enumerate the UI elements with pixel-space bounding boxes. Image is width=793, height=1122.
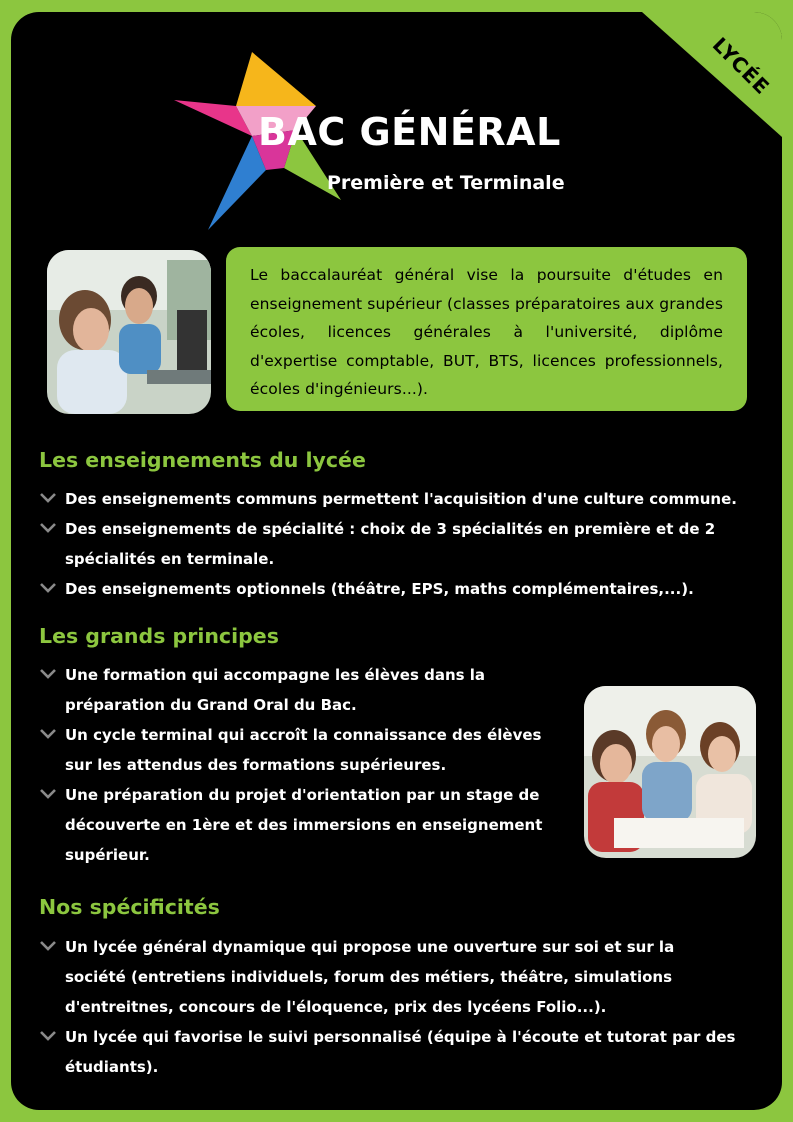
list-item <box>39 484 739 514</box>
list-item-text: Des enseignements optionnels (théâtre, EPS, maths complémentaires,...). <box>65 580 694 598</box>
chevron-down-icon <box>40 1031 56 1041</box>
list-item <box>39 1022 739 1082</box>
chevron-down-icon <box>40 729 56 739</box>
list-item-text: Un cycle terminal qui accroît la connaissance des élèves sur les attendus des formations supérieures. <box>65 726 542 774</box>
section-title-specificites: Nos spécificités <box>39 895 220 919</box>
intro-text: Le baccalauréat général vise la poursuite d'études en enseignement supérieur (classes préparatoires aux grandes écoles, licences générales à l'université, diplôme d'expertise comptable, BUT, BTS, licences professionnels, écoles d'ingénieurs...). <box>250 266 723 398</box>
chevron-down-icon <box>40 669 56 679</box>
list-item <box>39 780 569 870</box>
chevron-down-icon <box>40 523 56 533</box>
chevron-down-icon <box>40 789 56 799</box>
section-title-principes: Les grands principes <box>39 624 279 648</box>
students-computer-photo <box>47 250 211 414</box>
page-subtitle: Première et Terminale <box>327 172 565 194</box>
students-group-photo <box>584 686 756 858</box>
list-item <box>39 514 739 574</box>
list-item-text: Des enseignements de spécialité : choix de 3 spécialités en première et de 2 spécialités en terminale. <box>65 520 716 568</box>
list-item-text: Une préparation du projet d'orientation par un stage de découverte en 1ère et des immersions en enseignement supérieur. <box>65 786 543 864</box>
flyer-card <box>11 12 782 1110</box>
chevron-down-icon <box>40 941 56 951</box>
list-specificites <box>39 932 739 1082</box>
list-item <box>39 932 739 1022</box>
chevron-down-icon <box>40 493 56 503</box>
chevron-down-icon <box>40 583 56 593</box>
page-title: BAC GÉNÉRAL <box>258 110 561 154</box>
list-principes <box>39 660 569 870</box>
list-item <box>39 660 569 720</box>
list-enseignements <box>39 484 739 604</box>
list-item <box>39 720 569 780</box>
list-item-text: Un lycée qui favorise le suivi personnalisé (équipe à l'écoute et tutorat par des étudiants). <box>65 1028 736 1076</box>
section-title-enseignements: Les enseignements du lycée <box>39 448 366 472</box>
list-item-text: Une formation qui accompagne les élèves dans la préparation du Grand Oral du Bac. <box>65 666 486 714</box>
list-item-text: Des enseignements communs permettent l'acquisition d'une culture commune. <box>65 490 737 508</box>
intro-box <box>226 247 747 411</box>
list-item-text: Un lycée général dynamique qui propose une ouverture sur soi et sur la société (entretiens individuels, forum des métiers, théâtre, simulations d'entreitnes, concours de l'éloquence, prix des lycéens Folio...). <box>65 938 675 1016</box>
corner-label: LYCÉE <box>707 32 775 100</box>
list-item <box>39 574 739 604</box>
